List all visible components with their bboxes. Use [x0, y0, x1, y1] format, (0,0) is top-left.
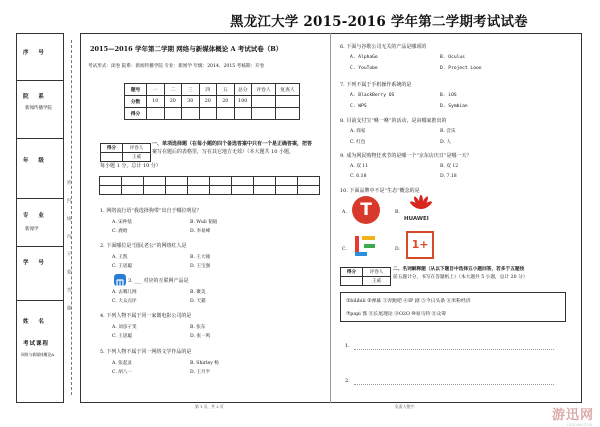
- option: B. 音乐: [440, 129, 456, 134]
- score-cell: 复查人: [276, 84, 300, 96]
- option: D. 天猫: [190, 299, 206, 304]
- question-8: 8. 目前支付宝“咻一咻”的活动，是由哪家推出的: [340, 118, 447, 124]
- option: A. 商家: [350, 129, 366, 134]
- binding-divider: [17, 138, 63, 139]
- answer-cell[interactable]: [276, 186, 298, 195]
- grader-name: 王威: [123, 153, 151, 162]
- option: C. 王思聪: [112, 264, 133, 269]
- option: D. 张一鸣: [190, 334, 211, 339]
- brand-label: HUAWEI: [404, 216, 429, 222]
- grader-label: 得分: [101, 144, 123, 153]
- meituan-app-icon: [114, 274, 126, 286]
- answer-cell[interactable]: [166, 186, 188, 195]
- section2-score-input[interactable]: [341, 277, 363, 286]
- option: A.: [342, 210, 347, 215]
- binding-divider: [17, 246, 63, 247]
- option: A. 张起灵: [112, 361, 133, 366]
- question-9: 9. 成为网民购物狂欢节的是哪一个“京东店庆日”是哪一天？: [340, 153, 472, 159]
- score-cell: 二: [164, 84, 182, 96]
- score-cell: 分数: [125, 96, 147, 108]
- score-input-cell[interactable]: [199, 108, 217, 120]
- score-cell: 评卷人: [252, 84, 276, 96]
- score-cell: 30: [182, 96, 200, 108]
- binding-label-dept: 院 系: [23, 94, 48, 100]
- answer-cell[interactable]: [298, 177, 320, 186]
- option: D. 王宝强: [190, 264, 211, 269]
- answer-blank[interactable]: [354, 349, 554, 350]
- option: A. AlphaGo: [350, 55, 378, 60]
- answer-line-1: 1.: [345, 343, 350, 349]
- score-cell: 10: [147, 96, 165, 108]
- score-input-cell[interactable]: [234, 108, 252, 120]
- score-table-fullmark-row: [125, 96, 300, 108]
- answer-cell[interactable]: [254, 186, 276, 195]
- grader-name: 王威: [363, 277, 391, 286]
- option: B. 张东: [190, 325, 206, 330]
- paper-meta: 考试形式：闭卷 院系：新闻传播学院 专业：新闻学 年级：2014、2015 考核期：开卷: [88, 64, 265, 69]
- question-10: 10. 下面品牌中不是“生态”概念的是: [340, 188, 420, 194]
- answer-cell[interactable]: [254, 177, 276, 186]
- question-3: 3. ___ 对应的互联网产品是: [128, 278, 189, 284]
- score-cell: 三: [182, 84, 200, 96]
- score-cell: [252, 96, 276, 108]
- option: A. 双 11: [350, 164, 369, 169]
- option: A. 刘彦孑雯: [112, 325, 137, 330]
- question-6: 6. 下面与谷歌公司无关的产品是哪项的: [340, 44, 427, 50]
- option: C. YouTube: [350, 66, 378, 71]
- huawei-logo-icon: [406, 194, 436, 224]
- terms-line-2: ⑦papi 酱 ⑧长尾理论 ⑨O2O ⑩易马特 ⑪众筹: [346, 312, 447, 317]
- option: A. 王凯: [112, 255, 128, 260]
- option: B. 王大锤: [190, 255, 211, 260]
- section2-heading: [393, 266, 527, 281]
- score-table-score-row: [125, 108, 300, 120]
- letv-logo-icon: [352, 233, 378, 259]
- page-number: 第 1 页，共 2 页: [195, 404, 224, 409]
- question-7: 7. 下列不属于手机操作系统的是: [340, 82, 412, 88]
- option: C. 6.18: [350, 174, 367, 179]
- option: C. WPS: [350, 104, 367, 109]
- section2-grader-table: [340, 267, 391, 286]
- section1-heading-line3: 每小题 1 分，总计 10 分）: [100, 163, 161, 169]
- question-4: 4. 下列人物不属于同一家微电影公司的是: [100, 313, 192, 319]
- answer-cell[interactable]: [232, 186, 254, 195]
- exam-title: 黑龙江大学 2015-2016 学年第二学期考试试卷: [230, 14, 528, 30]
- score-cell: 100: [234, 96, 252, 108]
- answer-cell[interactable]: [100, 186, 122, 195]
- answer-cell[interactable]: [210, 177, 232, 186]
- binding-label-serial: 序 号: [23, 50, 48, 56]
- binding-label-course: 考试课程: [23, 341, 50, 347]
- watermark-sub: YXDOWN.COM: [566, 423, 592, 427]
- brand-label: T: [360, 200, 372, 220]
- column-divider: [330, 33, 331, 403]
- option: C. 红包: [350, 140, 366, 145]
- answer-line-2: 2.: [345, 378, 350, 384]
- answer-cell[interactable]: [144, 186, 166, 195]
- prep-signature: 负责人签字：: [395, 404, 418, 409]
- score-cell: 题号: [125, 84, 147, 96]
- option: B. Shirley 杨: [190, 361, 219, 366]
- oneplus-logo-icon: [406, 231, 434, 259]
- question-2: 2. 下面哪位是“国民老公”的网络红人是: [100, 243, 187, 249]
- score-input-cell[interactable]: [276, 108, 300, 120]
- section1-heading-line1: 一、单项选择题（在每小题的四个备选答案中只有一个是正确答案，把答: [152, 141, 313, 147]
- question-1: 1. 网络流行语“我选择狗带”出自于哪位明星？: [100, 208, 202, 214]
- option: B. 聚美: [190, 290, 206, 295]
- answer-cell[interactable]: [188, 186, 210, 195]
- option: D. 7.18: [440, 174, 457, 179]
- answer-cell[interactable]: [232, 177, 254, 186]
- section2-heading-line2: 前五题计分，书写在答题纸上）（本大题共 5 小题，总计 20 分）: [393, 274, 528, 280]
- section1-heading: [152, 141, 312, 156]
- seal-text: 密 封 线 内 不 要 答 题: [66, 180, 71, 317]
- score-cell: 四: [199, 84, 217, 96]
- answer-cell[interactable]: [210, 186, 232, 195]
- score-cell: 20: [199, 96, 217, 108]
- grader-label: 评卷人: [363, 268, 391, 277]
- score-cell: 总分: [234, 84, 252, 96]
- answer-cell[interactable]: [144, 177, 166, 186]
- question-5: 5. 下列人物不属于同一网络文学作品的是: [100, 349, 192, 355]
- score-input-cell[interactable]: [252, 108, 276, 120]
- option: B. 双 12: [440, 164, 459, 169]
- binding-value-dept: 新闻传播学院: [25, 106, 52, 111]
- option: D. Symbian: [440, 104, 468, 109]
- option: B. Oculus: [440, 55, 465, 60]
- answer-cell[interactable]: [100, 177, 122, 186]
- binding-divider: [17, 198, 63, 199]
- score-cell: 得分: [125, 108, 147, 120]
- option: B. Wuli 韬韬: [190, 220, 218, 225]
- binding-label-name: 姓 名: [23, 319, 48, 325]
- option: B.: [395, 210, 400, 215]
- binding-column: [16, 33, 64, 403]
- option: C. 鹿晗: [112, 229, 128, 234]
- score-cell: 五: [217, 84, 235, 96]
- binding-value-course: 网络与新媒体概论A: [21, 352, 55, 357]
- answer-cell[interactable]: [122, 186, 144, 195]
- section1-heading-line2: 案写在题后的表格里，写在其它地方无效）（本大题共 10 小题，: [152, 148, 295, 155]
- section1-answer-grid: [99, 176, 320, 195]
- option: B. iOS: [440, 93, 457, 98]
- answer-cell[interactable]: [122, 177, 144, 186]
- option: C. 胡八一: [112, 370, 133, 375]
- binding-divider: [17, 300, 63, 301]
- option: C. 王思聪: [112, 334, 133, 339]
- option: C.: [342, 247, 347, 252]
- score-input-cell[interactable]: [217, 108, 235, 120]
- paper-title: 2015—2016 学年第二学期 网络与新媒体概论 A 考试试卷（B）: [90, 45, 283, 53]
- binding-label-major: 专 业: [23, 213, 48, 219]
- binding-label-grade: 年 级: [23, 158, 48, 164]
- tesla-logo-icon: [352, 196, 380, 224]
- binding-label-student-id: 学 号: [23, 260, 48, 266]
- score-input-cell[interactable]: [147, 108, 165, 120]
- score-cell: 20: [217, 96, 235, 108]
- option: A. BlackBerry OS: [350, 93, 395, 98]
- option: D. 李易峰: [190, 229, 211, 234]
- grader-label: 得分: [341, 268, 363, 277]
- option: D. 人: [440, 140, 452, 145]
- answer-blank[interactable]: [354, 384, 554, 385]
- section1-grader-table: [100, 143, 151, 162]
- answer-cell[interactable]: [166, 177, 188, 186]
- score-input-cell[interactable]: [164, 108, 182, 120]
- score-table-header-row: [125, 84, 300, 96]
- score-cell: 20: [164, 96, 182, 108]
- section1-score-input[interactable]: [101, 153, 123, 162]
- seal-line: [71, 40, 72, 395]
- option: D.: [395, 247, 400, 252]
- binding-divider: [17, 80, 63, 81]
- grader-label: 评卷人: [123, 144, 151, 153]
- answer-cell[interactable]: [276, 177, 298, 186]
- section2-heading-line1: 二、名词解释题（从以下题目中选择五小题回答，若多于五题按: [393, 267, 525, 272]
- option: A. 宋仲基: [112, 220, 133, 225]
- brand-label: 1+: [411, 238, 429, 251]
- option: A. 去哪儿网: [112, 290, 137, 295]
- option: C. 大众点评: [112, 299, 137, 304]
- option: D. Project Loon: [440, 66, 482, 71]
- option: D. 王月半: [190, 370, 211, 375]
- answer-cell[interactable]: [298, 186, 320, 195]
- watermark-logo: 游迅网: [551, 408, 594, 423]
- score-cell: 一: [147, 84, 165, 96]
- binding-value-major: 新闻学: [25, 227, 39, 232]
- terms-line-1: ①bilibili ②弹幕 ③奔跑吧 ④IP 剧 ⑤今日头条 ⑥米粉经济: [346, 299, 471, 304]
- score-table: [124, 83, 300, 120]
- score-cell: [276, 96, 300, 108]
- score-input-cell[interactable]: [182, 108, 200, 120]
- answer-cell[interactable]: [188, 177, 210, 186]
